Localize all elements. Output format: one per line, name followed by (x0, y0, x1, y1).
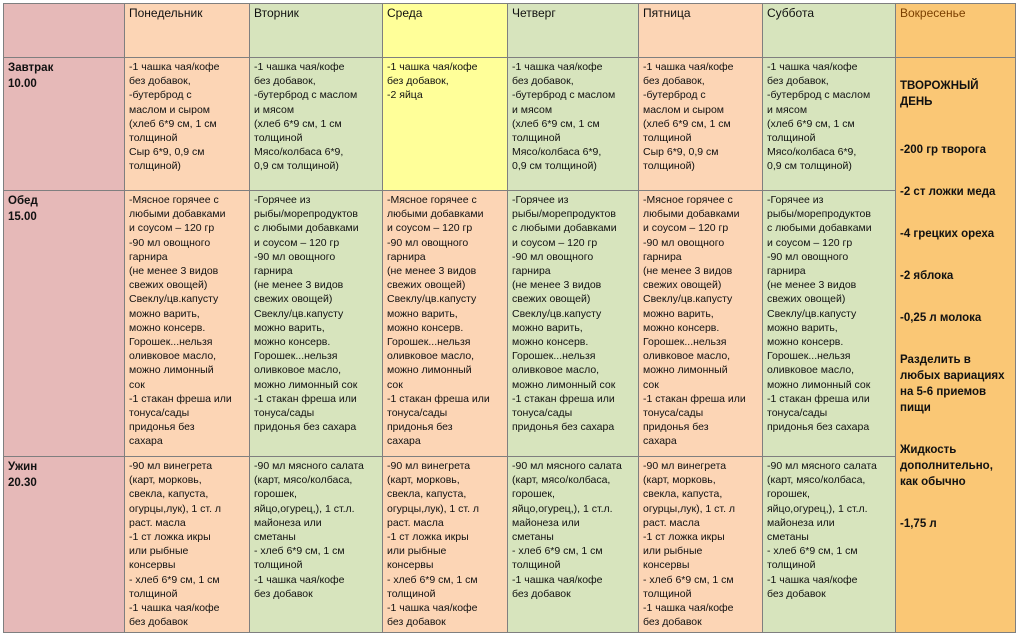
breakfast-saturday: -1 чашка чая/кофе без добавок, -бутерброд с маслом и мясом (хлеб 6*9 см, 1 см толщиной Мясо/колбаса 6*9, 0,9 см толщиной) (763, 58, 896, 191)
corner-cell (4, 4, 125, 58)
sunday-item: -2 яблока (900, 270, 954, 282)
day-header-sunday: Вокресенье (896, 4, 1016, 58)
day-header-friday: Пятница (639, 4, 763, 58)
lunch-friday: -Мясное горячее с любыми добавками и соусом – 120 гр -90 мл овощного гарнира (не менее 3 видов свежих овощей) Свеклу/цв.капусту можно варить, можно консерв. Горошек...нельзя оливковое масло, можно лимонный сок -1 стакан фреша или тонуса/сады придонья без сахара (639, 191, 763, 457)
sunday-item: -0,25 л молока (900, 312, 982, 324)
sunday-cottage-cheese-day (896, 58, 1016, 633)
day-header-tuesday: Вторник (250, 4, 383, 58)
dinner-saturday: -90 мл мясного салата (карт, мясо/колбаса, горошек, яйцо,огурец,), 1 ст.л. майонеза или сметаны - хлеб 6*9 см, 1 см толщиной -1 чашка чая/кофе без добавок (763, 457, 896, 633)
sunday-item: -1,75 л (900, 518, 937, 530)
breakfast-thursday: -1 чашка чая/кофе без добавок, -бутерброд с маслом и мясом (хлеб 6*9 см, 1 см толщиной Мясо/колбаса 6*9, 0,9 см толщиной) (508, 58, 639, 191)
dinner-tuesday: -90 мл мясного салата (карт, мясо/колбаса, горошек, яйцо,огурец,), 1 ст.л. майонеза или сметаны - хлеб 6*9 см, 1 см толщиной -1 чашка чая/кофе без добавок (250, 457, 383, 633)
sunday-title: ТВОРОЖНЫЙ ДЕНЬ (900, 80, 979, 108)
lunch-saturday: -Горячее из рыбы/морепродуктов с любыми добавками и соусом – 120 гр -90 мл овощного гарнира (не менее 3 видов свежих овощей) Свеклу/цв.капусту можно варить, можно консерв. Горошек...нельзя оливковое масло, можно лимонный сок -1 стакан фреша или тонуса/сады придонья без сахара (763, 191, 896, 457)
meal-label-lunch: Обед 15.00 (4, 191, 125, 457)
weekly-menu-table (3, 3, 1016, 633)
lunch-thursday: -Горячее из рыбы/морепродуктов с любыми добавками и соусом – 120 гр -90 мл овощного гарнира (не менее 3 видов свежих овощей) Свеклу/цв.капусту можно варить, можно консерв. Горошек...нельзя оливковое масло, можно лимонный сок -1 стакан фреша или тонуса/сады придонья без сахара (508, 191, 639, 457)
dinner-thursday: -90 мл мясного салата (карт, мясо/колбаса, горошек, яйцо,огурец,), 1 ст.л. майонеза или сметаны - хлеб 6*9 см, 1 см толщиной -1 чашка чая/кофе без добавок (508, 457, 639, 633)
sunday-item: -2 ст ложки меда (900, 186, 996, 198)
lunch-wednesday: -Мясное горячее с любыми добавками и соусом – 120 гр -90 мл овощного гарнира (не менее 3 видов свежих овощей) Свеклу/цв.капусту можно варить, можно консерв. Горошек...нельзя оливковое масло, можно лимонный сок -1 стакан фреша или тонуса/сады придонья без сахара (383, 191, 508, 457)
lunch-tuesday: -Горячее из рыбы/морепродуктов с любыми добавками и соусом – 120 гр -90 мл овощного гарнира (не менее 3 видов свежих овощей) Свеклу/цв.капусту можно варить, можно консерв. Горошек...нельзя оливковое масло, можно лимонный сок -1 стакан фреша или тонуса/сады придонья без сахара (250, 191, 383, 457)
breakfast-monday: -1 чашка чая/кофе без добавок, -бутерброд с маслом и сыром (хлеб 6*9 см, 1 см толщиной Сыр 6*9, 0,9 см толщиной) (125, 58, 250, 191)
meal-label-breakfast: Завтрак 10.00 (4, 58, 125, 191)
sunday-item: -4 грецких ореха (900, 228, 995, 240)
breakfast-friday: -1 чашка чая/кофе без добавок, -бутерброд с маслом и сыром (хлеб 6*9 см, 1 см толщиной Сыр 6*9, 0,9 см толщиной) (639, 58, 763, 191)
sunday-item: -200 гр творога (900, 144, 987, 156)
dinner-row (4, 457, 1016, 633)
dinner-wednesday: -90 мл винегрета (карт, морковь, свекла, капуста, огурцы,лук), 1 ст. л раст. масла -1 ст ложка икры или рыбные консервы - хлеб 6*9 см, 1 см толщиной -1 чашка чая/кофе без добавок (383, 457, 508, 633)
lunch-monday: -Мясное горячее с любыми добавками и соусом – 120 гр -90 мл овощного гарнира (не менее 3 видов свежих овощей) Свеклу/цв.капусту можно варить, можно консерв. Горошек...нельзя оливковое масло, можно лимонный сок -1 стакан фреша или тонуса/сады придонья без сахара (125, 191, 250, 457)
meal-label-dinner: Ужин 20.30 (4, 457, 125, 633)
breakfast-tuesday: -1 чашка чая/кофе без добавок, -бутерброд с маслом и мясом (хлеб 6*9 см, 1 см толщиной Мясо/колбаса 6*9, 0,9 см толщиной) (250, 58, 383, 191)
day-header-monday: Понедельник (125, 4, 250, 58)
breakfast-row (4, 58, 1016, 191)
lunch-row (4, 191, 1016, 457)
header-row (4, 4, 1016, 58)
day-header-thursday: Четверг (508, 4, 639, 58)
dinner-monday: -90 мл винегрета (карт, морковь, свекла, капуста, огурцы,лук), 1 ст. л раст. масла -1 ст ложка икры или рыбные консервы - хлеб 6*9 см, 1 см толщиной -1 чашка чая/кофе без добавок (125, 457, 250, 633)
sunday-item: Разделить в любых вариациях на 5-6 приемов пищи (900, 354, 1005, 414)
day-header-saturday: Суббота (763, 4, 896, 58)
sunday-item: Жидкость дополнительно, как обычно (900, 444, 993, 488)
dinner-friday: -90 мл винегрета (карт, морковь, свекла, капуста, огурцы,лук), 1 ст. л раст. масла -1 ст ложка икры или рыбные консервы - хлеб 6*9 см, 1 см толщиной -1 чашка чая/кофе без добавок (639, 457, 763, 633)
day-header-wednesday: Среда (383, 4, 508, 58)
breakfast-wednesday: -1 чашка чая/кофе без добавок, -2 яйца (383, 58, 508, 191)
